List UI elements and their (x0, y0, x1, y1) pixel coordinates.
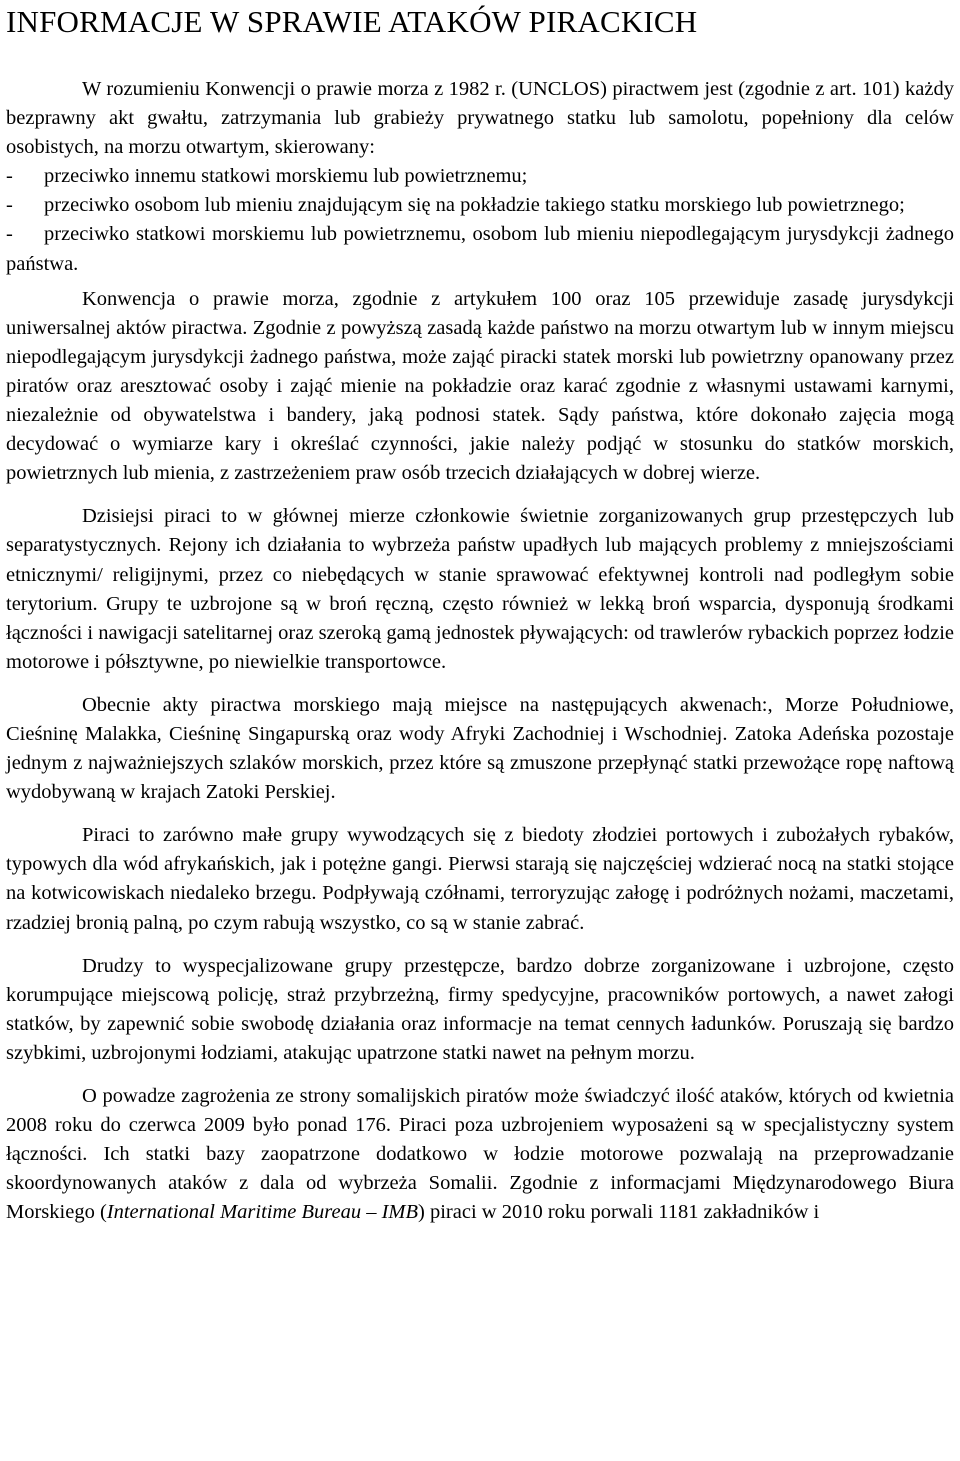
list-item-text: przeciwko osobom lub mieniu znajdującym się na pokładzie takiego statku morskiego lub powietrznego; (44, 194, 905, 217)
piracy-definition-list (6, 162, 954, 278)
intro-paragraph: W rozumieniu Konwencji o prawie morza z 1982 r. (UNCLOS) piractwem jest (zgodnie z art. 101) każdy bezprawny akt gwałtu, zatrzymania lub grabieży prywatnego statku lub samolotu, popełniony dla celów osobistych, na morzu otwartym, skierowany: (6, 78, 954, 159)
paragraph-piracy-areas: Obecnie akty piractwa morskiego mają miejsce na następujących akwenach:, Morze Południowe, Cieśninę Malakka, Cieśninę Singapurską oraz wody Afryki Zachodniej i Wschodniej. Zatoka Adeńska pozostaje jednym z najważniejszych szlaków morskich, przez które są zmuszone przepłynąć statki przewożące ropę naftową wydobywaną w krajach Zatoki Perskiej. (6, 693, 954, 804)
text-segment: ) piraci w 2010 roku porwali 1181 zakładników i (418, 1201, 820, 1224)
document-title: INFORMACJE W SPRAWIE ATAKÓW PIRACKICH (6, 4, 698, 39)
list-dash: - (6, 165, 13, 188)
paragraph-organized-groups: Drudzy to wyspecjalizowane grupy przestępcze, bardzo dobrze zorganizowane i uzbrojone, często korumpujące miejscową policję, straż przybrzeżną, firmy spedycyjne, pracowników portowych, a nawet załogi statków, by zapewnić sobie swobodę działania oraz informacje na temat cennych ładunków. Poruszają się bardzo szybkimi, uzbrojonymi łodziami, atakując upatrzone statki nawet na pełnym morzu. (6, 954, 954, 1064)
list-dash: - (6, 194, 13, 217)
list-item-text: przeciwko statkowi morskiemu lub powietrznemu, osobom lub mieniu niepodlegającym jurysdykcji żadnego państwa. (6, 223, 954, 275)
list-item (6, 191, 954, 220)
paragraph-pirate-groups: Piraci to zarówno małe grupy wywodzących się z biedoty złodziei portowych i zubożałych rybaków, typowych dla wód afrykańskich, jak i potężne gangi. Pierwsi starają się najczęściej wdzierać nocą na statki stojące na kotwicowiskach niedaleko brzegu. Podpływają czółnami, terroryzując załogę i podróżnych nożami, maczetami, rzadziej bronią palną, po czym rabują wszystko, co są w stanie zabrać. (6, 824, 954, 934)
list-item (6, 162, 954, 191)
paragraph-somali-threat (6, 1082, 954, 1227)
paragraph-convention: Konwencja o prawie morza, zgodnie z artykułem 100 oraz 105 przewiduje zasadę jurysdykcji uniwersalnej aktów piractwa. Zgodnie z powyższą zasadą każde państwo na morzu otwartym lub w innym miejscu niepodlegającym jurysdykcji żadnego państwa, może zająć piracki statek morski lub powietrzny opanowany przez piratów oraz aresztować osoby i zająć mienie na pokładzie oraz karać zgodnie z własnymi ustawami karnymi, niezależnie od obywatelstwa i bandery, jaką podnosi statek. Sądy państwa, które dokonało zajęcia mogą decydować o wymiarze kary i określać czynności, jakie należy podjąć w stosunku do statków morskich, powietrznych lub mienia, z zastrzeżeniem praw osób trzecich działających w dobrej wierze. (6, 287, 954, 485)
italic-segment: International Maritime Bureau – IMB (106, 1201, 419, 1224)
list-item-text: przeciwko innemu statkowi morskiemu lub powietrznemu; (44, 165, 528, 188)
list-item (6, 220, 954, 278)
document-page (6, 0, 954, 1227)
paragraph-modern-pirates: Dzisiejsi piraci to w głównej mierze członkowie świetnie zorganizowanych grup przestępczych lub separatystycznych. Rejony ich działania to wybrzeża państw upadłych lub mających problemy z mniejszościami etnicznymi/ religijnymi, przez co niebędących w stanie sprawować efektywnej kontroli nad podległym sobie terytorium. Grupy te uzbrojone są w broń ręczną, często również w lekką broń wsparcia, dysponują środkami łączności i nawigacji satelitarnej oraz szeroką gamą jednostek pływających: od trawlerów rybackich poprzez łodzie motorowe i półsztywne, po niewielkie transportowce. (6, 505, 954, 673)
text-segment: O powadze zagrożenia ze strony somalijskich piratów może świadczyć ilość ataków, których od kwietnia 2008 roku do czerwca 2009 było ponad 176. Piraci poza uzbrojeniem wyposażeni są w specjalistyczny system łączności. Ich statki bazy zaopatrzone dodatkowo w łodzie motorowe pozwalają na przeprowadzanie skoordynowanych ataków z dala od wybrzeża Somalii. Zgodnie z informacjami Międzynarodowego Biura Morskiego ( (6, 1085, 954, 1224)
list-dash: - (6, 223, 13, 246)
